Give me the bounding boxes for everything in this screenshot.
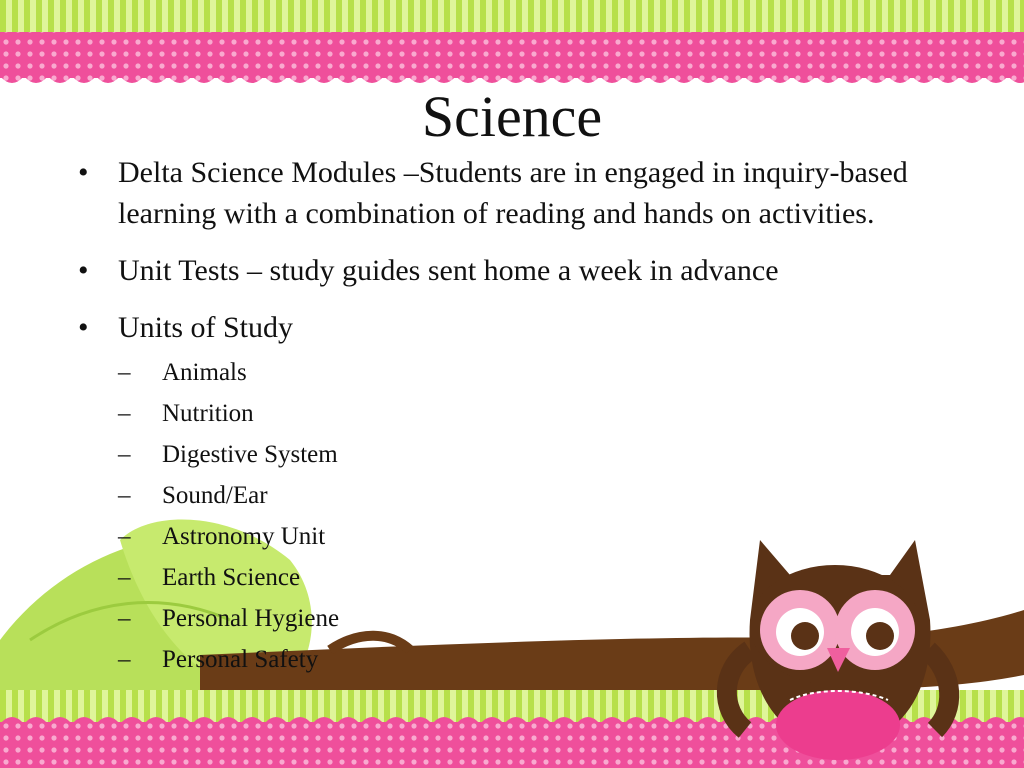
unit-text: Sound/Ear [162,482,268,509]
bullet-marker: • [78,254,89,287]
unit-text: Earth Science [162,564,301,591]
bullet-item-units-of-study [78,307,958,680]
unit-item [118,475,958,516]
bullet-item-delta-science [78,152,958,234]
bullet-marker: • [78,156,89,189]
sub-marker: – [118,605,131,632]
units-sublist [118,352,958,680]
unit-item [118,516,958,557]
bullet-text: Delta Science Modules –Students are in engaged in inquiry-based learning with a combination of reading and hands on activities. [118,156,908,230]
unit-item [118,639,958,680]
unit-text: Personal Hygiene [162,605,340,632]
bullet-list [78,152,958,680]
unit-item [118,598,958,639]
bullet-text: Unit Tests – study guides sent home a week in advance [118,254,779,287]
bullet-text: Units of Study [118,311,294,344]
unit-text: Personal Safety [162,646,319,673]
unit-text: Digestive System [162,441,338,468]
sub-marker: – [118,564,131,591]
sub-marker: – [118,359,131,386]
unit-text: Animals [162,359,247,386]
sub-marker: – [118,646,131,673]
unit-item [118,434,958,475]
top-border [0,0,1024,83]
slide-title: Science [421,84,603,149]
bullet-item-unit-tests [78,250,958,291]
slide-content [78,152,958,696]
sub-marker: – [118,482,131,509]
unit-text: Astronomy Unit [162,523,326,550]
bullet-marker: • [78,311,89,344]
sub-marker: – [118,400,131,427]
sub-marker: – [118,441,131,468]
sub-marker: – [118,523,131,550]
unit-item [118,557,958,598]
unit-item [118,393,958,434]
unit-text: Nutrition [162,400,254,427]
unit-item [118,352,958,393]
